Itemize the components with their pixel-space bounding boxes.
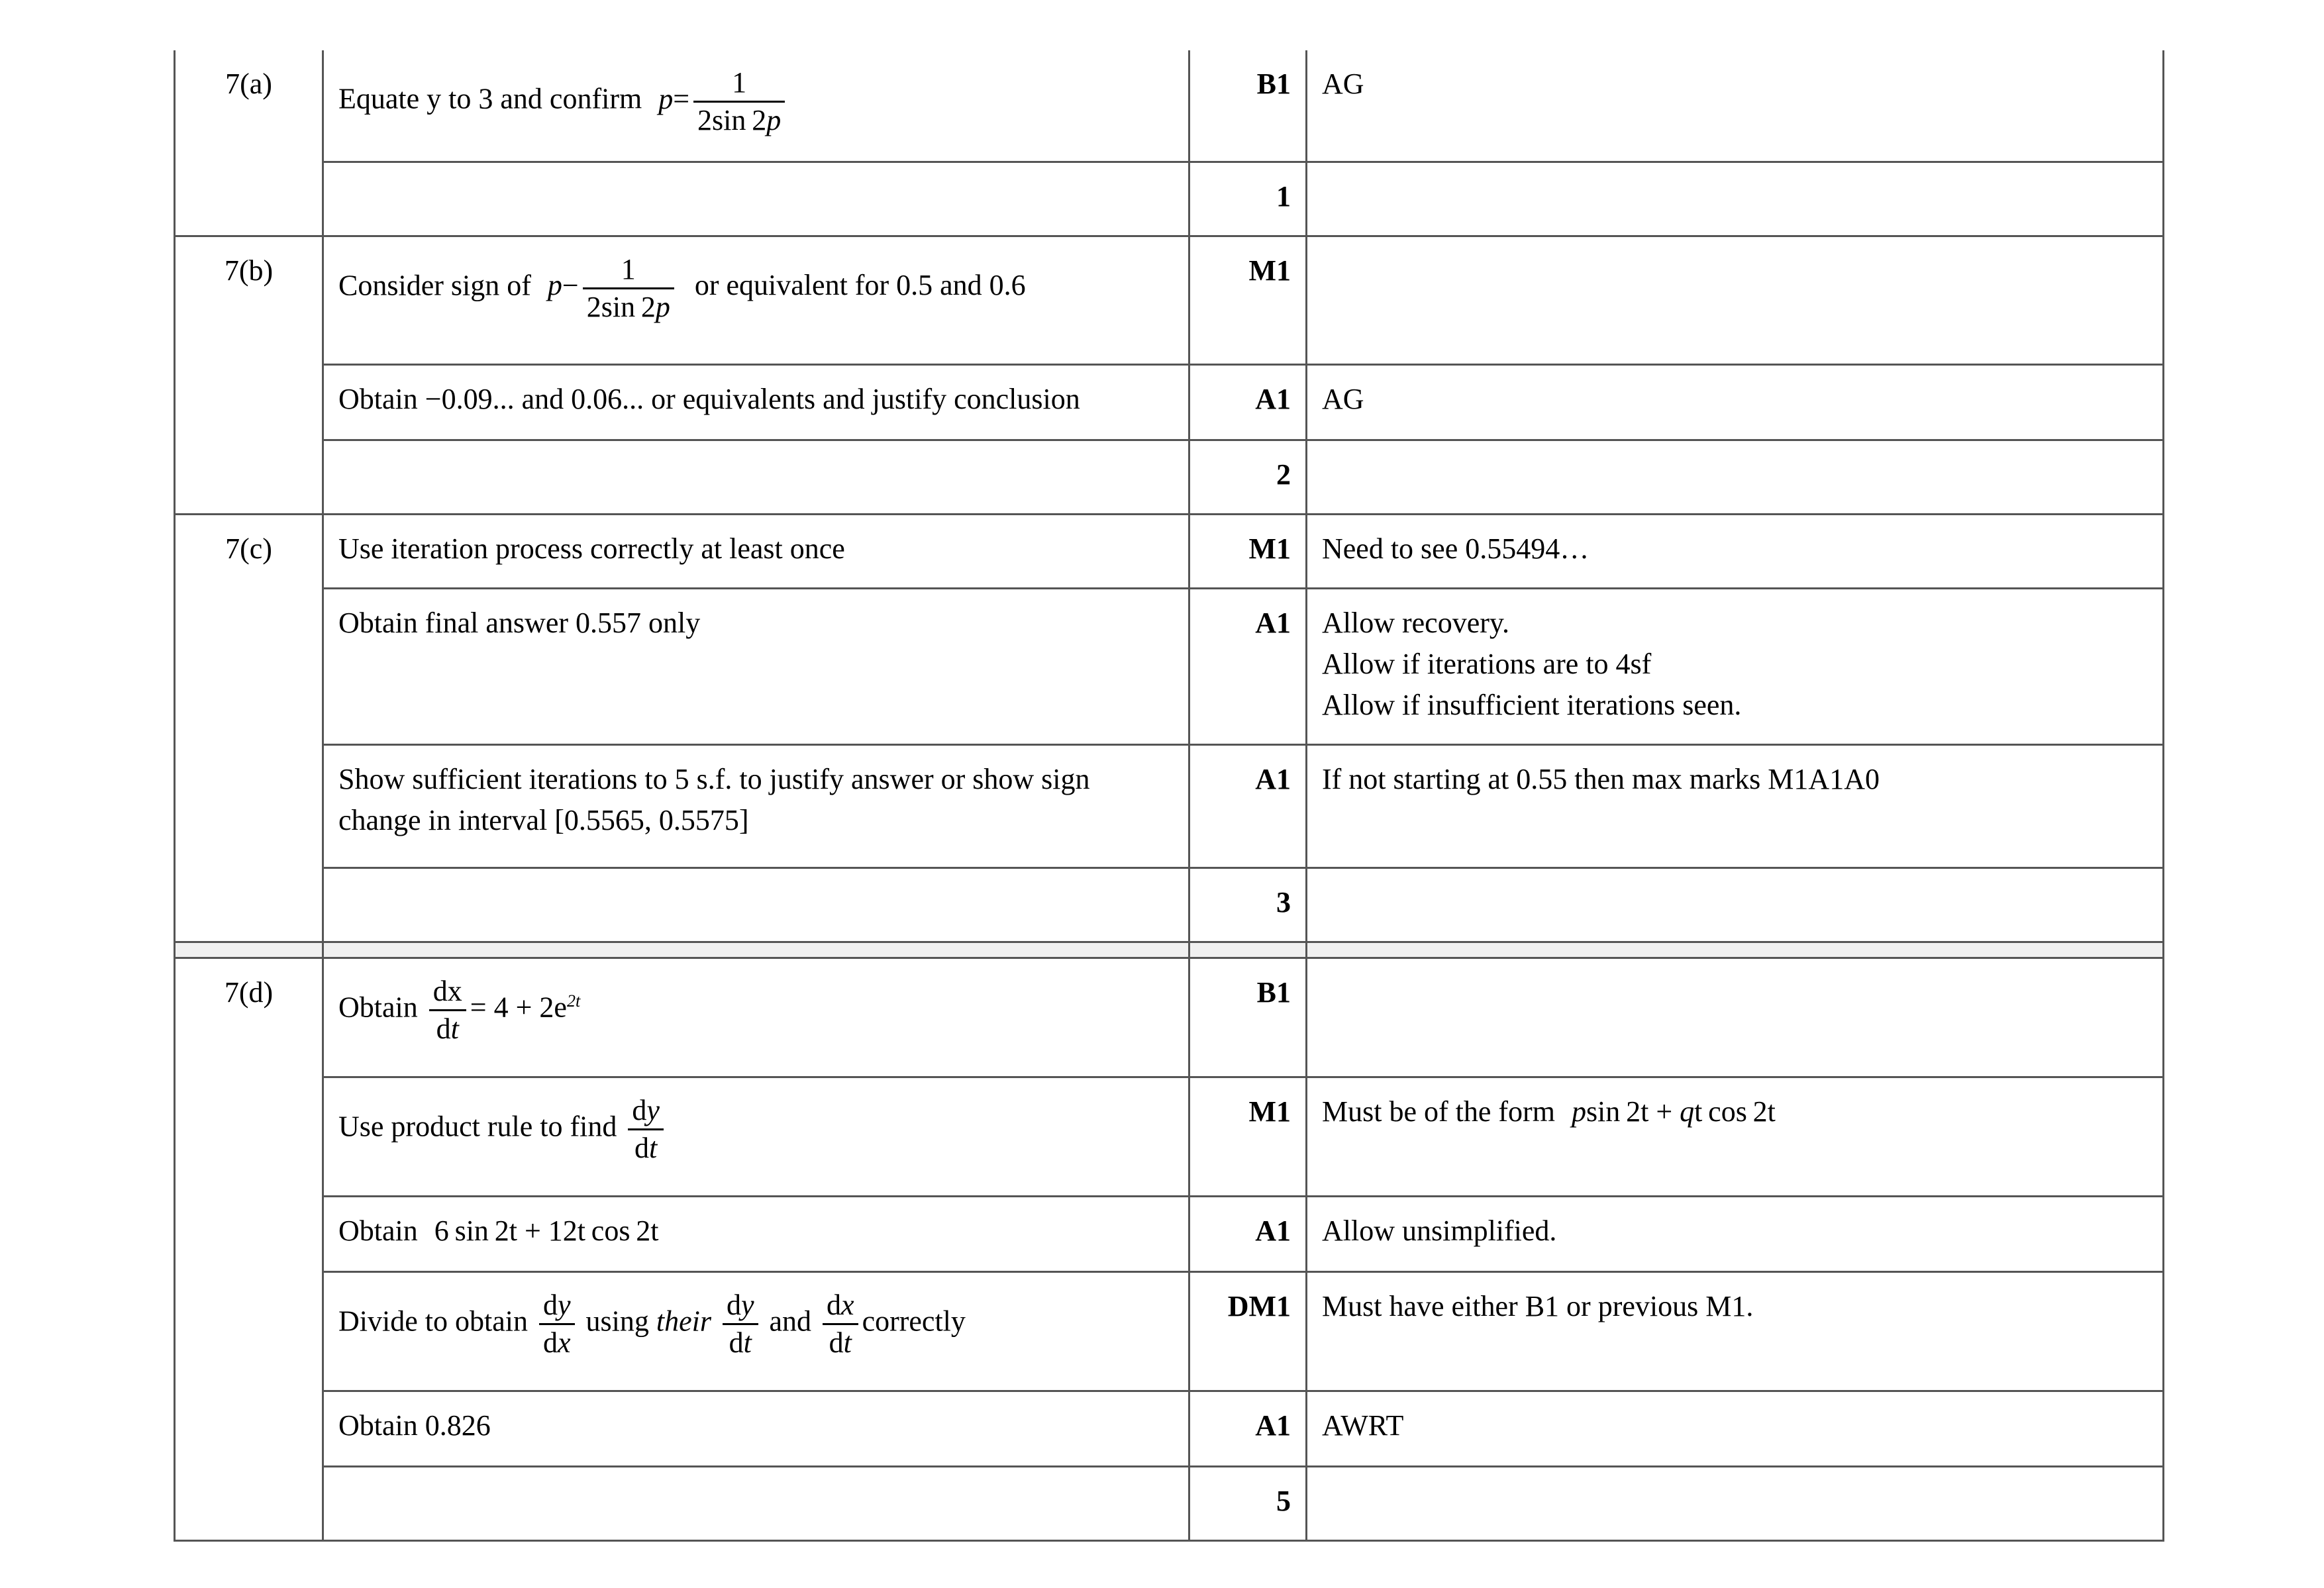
answer-cell: Obtain −0.09... and 0.06... or equivalents and justify conclusion [323, 364, 1189, 440]
answer-cell [323, 236, 1189, 364]
guidance-cell: AWRT [1307, 1391, 2164, 1466]
math-text: d [829, 1326, 844, 1359]
table-row [175, 236, 2164, 364]
math-text: d [432, 974, 448, 1007]
question-number: 7(c) [175, 514, 323, 942]
answer-cell: Obtain final answer 0.557 only [323, 588, 1189, 744]
math-text: d [436, 1012, 451, 1045]
math-symbol: t [743, 1326, 752, 1359]
fraction [628, 1093, 664, 1166]
table-row [175, 588, 2164, 744]
guidance-line: Allow recovery. [1322, 606, 1510, 639]
fraction [723, 1287, 758, 1361]
math-text: d [542, 1288, 558, 1321]
answer-text: Obtain [338, 1214, 418, 1247]
math-text: d [634, 1131, 649, 1164]
mark-cell: A1 [1189, 588, 1307, 744]
guidance-cell [1307, 958, 2164, 1077]
answer-text: correctly [862, 1305, 966, 1338]
question-number: 7(b) [175, 236, 323, 514]
math-symbol: p [766, 104, 782, 136]
separator-cell [323, 942, 1189, 958]
math-symbol: p [655, 290, 670, 323]
numerator [539, 1287, 575, 1325]
math-text: sin 2t + [1586, 1095, 1680, 1128]
guidance-cell [1307, 1077, 2164, 1196]
answer-cell: Use iteration process correctly at least once [323, 514, 1189, 588]
math-symbol: y [646, 1093, 660, 1126]
numerator: 1 [693, 65, 785, 103]
math-symbol: p [547, 269, 562, 302]
math-superscript: 2t [566, 991, 581, 1011]
table-row [175, 514, 2164, 588]
math-text: x [447, 974, 462, 1007]
answer-text: and [769, 1305, 812, 1338]
numerator [429, 973, 466, 1011]
total-mark: 5 [1189, 1466, 1307, 1540]
guidance-text: Must be of the form [1322, 1095, 1555, 1128]
total-mark: 2 [1189, 440, 1307, 514]
answer-text: using [585, 1305, 649, 1338]
math-text: 2sin 2 [697, 104, 767, 136]
answer-cell [323, 1196, 1189, 1271]
math-text: = 4 + 2e [470, 991, 567, 1024]
answer-cell [323, 50, 1189, 162]
guidance-cell: Must have either B1 or previous M1. [1307, 1271, 2164, 1391]
separator-cell [1189, 942, 1307, 958]
denominator [723, 1325, 758, 1361]
table-row [175, 1196, 2164, 1271]
guidance-cell: AG [1307, 364, 2164, 440]
answer-cell [323, 958, 1189, 1077]
math-symbol: − [562, 269, 579, 302]
math-symbol: t [843, 1326, 852, 1359]
mark-cell: M1 [1189, 1077, 1307, 1196]
mark-cell: A1 [1189, 364, 1307, 440]
guidance-cell [1307, 440, 2164, 514]
table-row [175, 50, 2164, 162]
total-mark: 1 [1189, 162, 1307, 236]
answer-text: their [656, 1305, 711, 1338]
math-text: t cos 2t [1694, 1095, 1776, 1128]
mark-cell: M1 [1189, 236, 1307, 364]
answer-cell [323, 868, 1189, 942]
numerator [723, 1287, 758, 1325]
math-symbol: p [1571, 1095, 1586, 1128]
answer-cell: Obtain 0.826 [323, 1391, 1189, 1466]
table-row [175, 1271, 2164, 1391]
math-symbol: t [648, 1131, 658, 1164]
denominator [823, 1325, 858, 1361]
table-row [175, 958, 2164, 1077]
guidance-cell [1307, 588, 2164, 744]
table-row [175, 364, 2164, 440]
table-row [175, 744, 2164, 868]
fraction [693, 65, 785, 138]
numerator: 1 [583, 252, 674, 289]
table-row [175, 1077, 2164, 1196]
math-symbol: q [1680, 1095, 1695, 1128]
separator-cell [175, 942, 323, 958]
answer-cell [323, 440, 1189, 514]
denominator [693, 103, 785, 138]
fraction [539, 1287, 575, 1361]
math-text: d [542, 1326, 558, 1359]
answer-cell [323, 162, 1189, 236]
numerator [823, 1287, 858, 1325]
table-row [175, 440, 2164, 514]
denominator [429, 1011, 466, 1047]
denominator [539, 1325, 575, 1361]
guidance-line: Allow if iterations are to 4sf [1322, 647, 1652, 680]
answer-text: or equivalent for 0.5 and 0.6 [694, 269, 1026, 302]
answer-line: Show sufficient iterations to 5 s.f. to justify answer or show sign [338, 762, 1090, 795]
guidance-cell [1307, 868, 2164, 942]
math-text: d [827, 1288, 842, 1321]
answer-text: Equate y to 3 and confirm [338, 82, 642, 115]
separator-cell [1307, 942, 2164, 958]
question-number: 7(d) [175, 958, 323, 1540]
answer-line: change in interval [0.5565, 0.5575] [338, 803, 749, 836]
mark-cell: A1 [1189, 1391, 1307, 1466]
answer-cell [323, 1466, 1189, 1540]
math-symbol: = [673, 82, 690, 115]
mark-cell: A1 [1189, 1196, 1307, 1271]
math-symbol: x [841, 1288, 854, 1321]
answer-text: Divide to obtain [338, 1305, 528, 1338]
mark-cell: M1 [1189, 514, 1307, 588]
fraction [429, 973, 466, 1047]
guidance-cell [1307, 162, 2164, 236]
answer-text: Obtain [338, 991, 418, 1024]
mark-cell: DM1 [1189, 1271, 1307, 1391]
guidance-cell [1307, 1466, 2164, 1540]
answer-cell [323, 744, 1189, 868]
fraction [583, 252, 674, 325]
total-mark: 3 [1189, 868, 1307, 942]
math-symbol: y [740, 1288, 754, 1321]
guidance-cell: Need to see 0.55494… [1307, 514, 2164, 588]
mark-cell: A1 [1189, 744, 1307, 868]
table-row [175, 1466, 2164, 1540]
math-text: 2sin 2 [586, 290, 656, 323]
answer-text: Use product rule to find [338, 1110, 617, 1143]
section-separator [175, 942, 2164, 958]
fraction [823, 1287, 858, 1361]
table-row [175, 162, 2164, 236]
math-text: d [729, 1326, 744, 1359]
answer-cell [323, 1077, 1189, 1196]
table-row [175, 1391, 2164, 1466]
guidance-cell: If not starting at 0.55 then max marks M1A1A0 [1307, 744, 2164, 868]
math-text: d [726, 1288, 741, 1321]
math-text: 6 sin 2t + 12t cos 2t [434, 1214, 659, 1247]
guidance-cell [1307, 236, 2164, 364]
mark-cell: B1 [1189, 50, 1307, 162]
table-row [175, 868, 2164, 942]
guidance-cell: AG [1307, 50, 2164, 162]
answer-cell [323, 1271, 1189, 1391]
math-symbol: t [450, 1012, 459, 1045]
math-text: d [632, 1093, 647, 1126]
answer-text: Consider sign of [338, 269, 531, 302]
question-number: 7(a) [175, 50, 323, 236]
math-symbol: p [658, 82, 674, 115]
guidance-cell: Allow unsimplified. [1307, 1196, 2164, 1271]
denominator [583, 289, 674, 325]
denominator [628, 1130, 664, 1166]
mark-cell: B1 [1189, 958, 1307, 1077]
guidance-line: Allow if insufficient iterations seen. [1322, 688, 1742, 721]
math-symbol: x [557, 1326, 571, 1359]
numerator [628, 1093, 664, 1130]
mark-scheme-table [174, 50, 2164, 1542]
math-symbol: y [557, 1288, 571, 1321]
